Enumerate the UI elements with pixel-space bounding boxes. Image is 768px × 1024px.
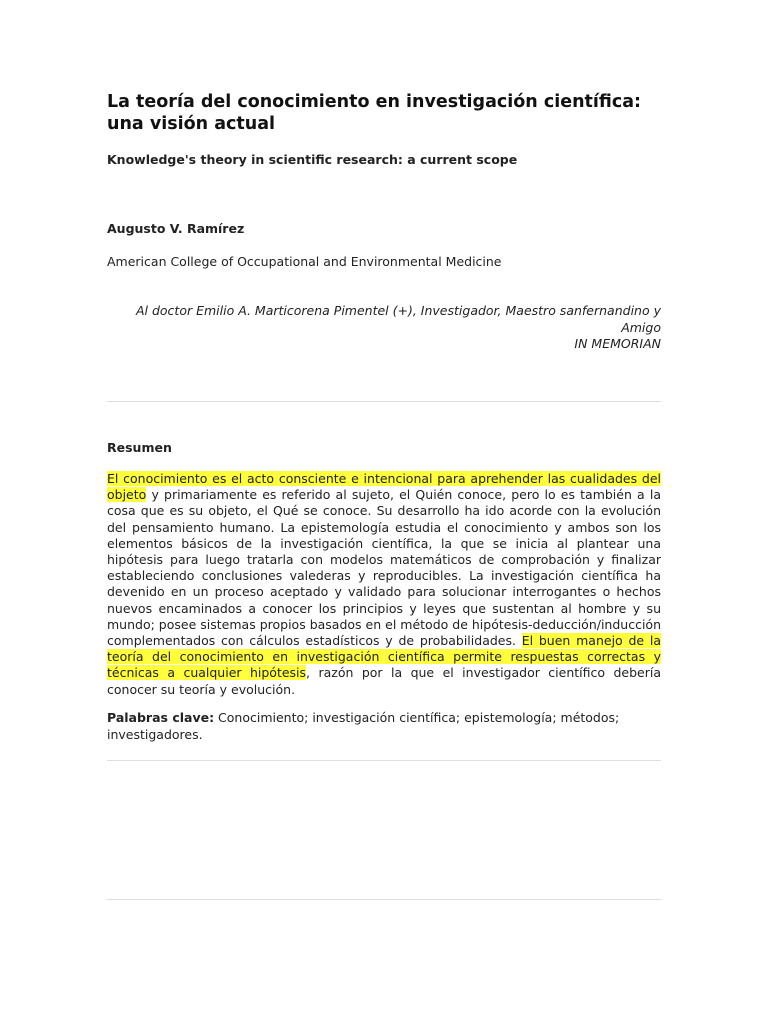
section-divider bbox=[107, 899, 661, 900]
abstract-body bbox=[107, 471, 661, 698]
keywords-label: Palabras clave: bbox=[107, 710, 215, 725]
keywords-list: Conocimiento; investigación científica; epistemología; métodos; investigadores. bbox=[107, 710, 620, 742]
article-subtitle-english: Knowledge's theory in scientific research: a current scope bbox=[107, 152, 518, 167]
article-title: La teoría del conocimiento en investigación científica: una visión actual bbox=[107, 92, 642, 134]
dedication-line: IN MEMORIAN bbox=[574, 336, 661, 351]
abstract-text: y primariamente es referido al sujeto, el Quién conoce, pero lo es también a la cosa que es su objeto, el Qué se conoce. Su desarrollo ha ido acorde con la evolución del pensamiento humano. La epistemología estudia el conocimiento y ambos son los elementos básicos de la investigación científica, la que se inicia al plantear una hipótesis para luego tratarla con modelos matemáticos de comprobación y finalizar estableciendo conclusiones valederas y reproducibles. La investigación científica ha devenido en un proceso aceptado y validado para solucionar interrogantes o hechos nuevos encaminados a conocer los principios y leyes que sustentan al hombre y su mundo; posee sistemas propios basados en el método de hipótesis-deducción/inducción complementados con cálculos estadísticos y de probabilidades. bbox=[107, 487, 661, 649]
highlighted-text: El buen manejo de la teoría del conocimiento en investigación científica permite respuestas correctas y técnicas a cualquier hipótesis bbox=[107, 633, 661, 681]
dedication bbox=[107, 303, 661, 353]
highlighted-text: El conocimiento es el acto consciente e intencional para aprehender las cualidades del objeto bbox=[107, 471, 661, 503]
dedication-line: Al doctor Emilio A. Marticorena Pimentel (+), Investigador, Maestro sanfernandino y bbox=[135, 303, 661, 318]
section-divider bbox=[107, 401, 661, 402]
abstract-text: , razón por la que el investigador científico debería conocer su teoría y evolución. bbox=[107, 665, 661, 697]
section-divider bbox=[107, 760, 661, 761]
abstract-heading: Resumen bbox=[107, 440, 172, 455]
dedication-line: Amigo bbox=[621, 319, 661, 335]
author-name: Augusto V. Ramírez bbox=[107, 221, 245, 236]
author-affiliation: American College of Occupational and Environmental Medicine bbox=[107, 254, 502, 269]
keywords bbox=[107, 710, 661, 743]
